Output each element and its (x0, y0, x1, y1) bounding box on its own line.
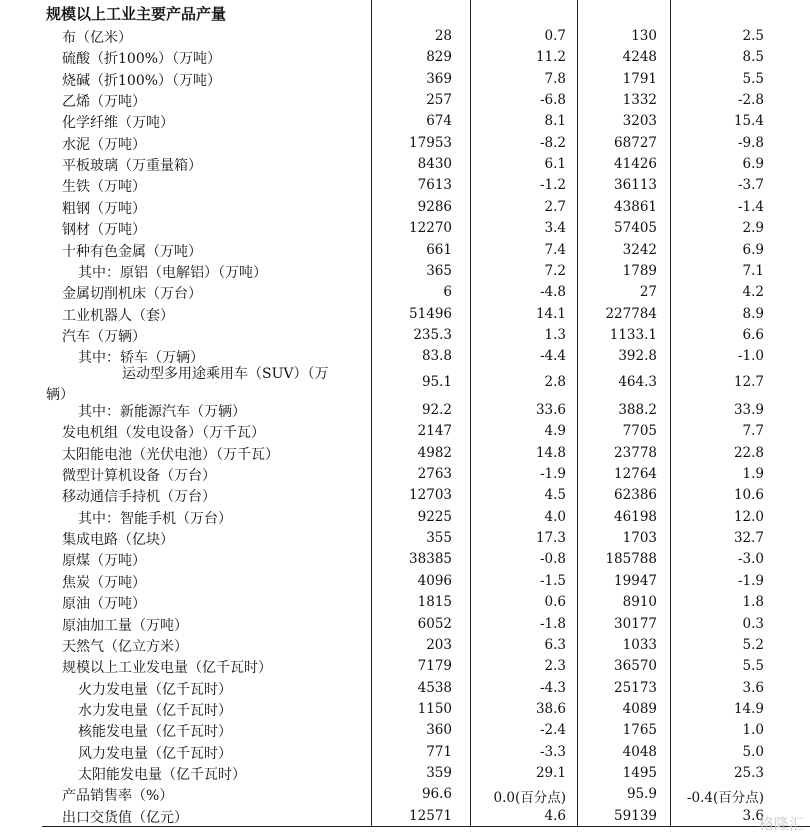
table-row (0, 174, 810, 195)
table-row (0, 548, 810, 569)
cell-month-growth: 33.6 (535, 402, 566, 418)
row-label: 风力发电量（亿千瓦时） (78, 745, 232, 762)
table-row (0, 196, 810, 217)
table-row (0, 399, 810, 420)
cell-current-month: 235.3 (413, 326, 452, 343)
cell-cumulative: 130 (631, 28, 657, 44)
cell-cumulative-growth: 12.0 (733, 508, 764, 525)
cell-month-growth: -1.5 (539, 572, 566, 589)
table-row (0, 527, 810, 548)
table-row (0, 442, 810, 463)
cell-current-month: 359 (426, 764, 452, 781)
cell-current-month: 51496 (409, 305, 452, 322)
cell-cumulative-growth: 1.9 (742, 466, 764, 483)
cell-current-month: 12703 (409, 487, 452, 504)
cell-cumulative: 59139 (614, 807, 657, 824)
cell-current-month: 1815 (417, 594, 452, 611)
cell-month-growth: 0.7 (544, 28, 566, 44)
cell-cumulative-growth: 3.6 (742, 807, 764, 824)
cell-cumulative-growth: -3.0 (737, 551, 764, 568)
cell-cumulative: 1789 (622, 262, 657, 279)
cell-month-growth: 14.8 (535, 444, 566, 461)
cell-cumulative-growth: -2.8 (737, 92, 764, 109)
cell-cumulative-growth: 2.9 (742, 220, 764, 237)
cell-month-growth: -8.2 (539, 134, 566, 151)
row-label: 粗钢（万吨） (62, 200, 146, 217)
cell-current-month: 4982 (417, 444, 452, 461)
cell-month-growth: 14.1 (535, 305, 566, 322)
cell-current-month: 2763 (417, 466, 452, 483)
cell-month-growth: 6.3 (544, 636, 566, 653)
cell-month-growth: -1.2 (539, 177, 566, 194)
cell-cumulative-growth: 32.7 (733, 530, 764, 547)
cell-cumulative: 57405 (614, 220, 657, 237)
cell-cumulative: 1791 (622, 70, 657, 87)
table-row (0, 484, 810, 505)
cell-cumulative: 43861 (614, 198, 657, 215)
cell-month-growth: 4.5 (544, 487, 566, 504)
cell-cumulative: 30177 (614, 615, 657, 632)
cell-cumulative-growth: 6.9 (742, 156, 764, 173)
table-row (0, 217, 810, 238)
cell-month-growth: 38.6 (535, 700, 566, 717)
row-label: 乙烯（万吨） (62, 94, 146, 111)
table-row (0, 153, 810, 174)
row-label: 硫酸（折100%）（万吨） (62, 51, 222, 68)
cell-cumulative-growth: 5.5 (742, 658, 764, 675)
cell-current-month: 96.6 (421, 786, 452, 803)
cell-month-growth: -6.8 (539, 92, 566, 109)
cell-cumulative: 4089 (622, 700, 657, 717)
cell-cumulative-growth: 25.3 (733, 764, 764, 781)
cell-month-growth: -3.3 (539, 743, 566, 760)
cell-month-growth: 6.1 (544, 156, 566, 173)
cell-cumulative: 1332 (622, 92, 657, 109)
cell-month-growth: 2.7 (544, 198, 566, 215)
cell-current-month: 7179 (417, 658, 452, 675)
cell-cumulative-growth: 8.9 (742, 305, 764, 322)
table-row (0, 110, 810, 131)
cell-current-month: 674 (426, 113, 452, 130)
cell-month-growth: -4.4 (539, 348, 566, 365)
table-row (0, 89, 810, 110)
cell-cumulative: 95.9 (626, 786, 657, 803)
row-label: 发电机组（发电设备）（万千瓦） (62, 425, 265, 442)
row-label: 核能发电量（亿千瓦时） (78, 724, 232, 741)
cell-current-month: 17953 (409, 134, 452, 151)
cell-month-growth: 7.8 (544, 70, 566, 87)
cell-cumulative: 1495 (622, 764, 657, 781)
cell-cumulative: 1133.1 (609, 326, 657, 343)
row-label: 其中：原铝（电解铝）（万吨） (78, 264, 267, 281)
table-row (0, 634, 810, 655)
row-label: 其中：智能手机（万台） (78, 510, 232, 527)
cell-current-month: 9286 (417, 198, 452, 215)
cell-cumulative-growth: 6.9 (742, 241, 764, 258)
cell-month-growth: 17.3 (535, 530, 566, 547)
row-label: 水泥（万吨） (62, 136, 146, 153)
cell-cumulative: 464.3 (618, 374, 657, 390)
cell-cumulative: 4048 (622, 743, 657, 760)
cell-current-month: 7613 (417, 177, 452, 194)
row-label: 规模以上工业发电量（亿千瓦时） (62, 660, 272, 677)
watermark-logo: 格隆汇 (758, 815, 804, 833)
cell-cumulative-growth: 33.9 (733, 402, 764, 418)
cell-cumulative-growth: 5.0 (742, 743, 764, 760)
cell-month-growth: -1.8 (539, 615, 566, 632)
table-row (0, 324, 810, 345)
cell-cumulative: 4248 (622, 49, 657, 66)
table-row (0, 68, 810, 89)
cell-cumulative-growth: 5.2 (742, 636, 764, 653)
cell-cumulative: 36113 (614, 177, 657, 194)
cell-cumulative: 62386 (614, 487, 657, 504)
cell-cumulative-growth: 8.5 (742, 49, 764, 66)
cell-current-month: 4538 (417, 679, 452, 696)
table-row (0, 303, 810, 324)
cell-current-month: 829 (426, 49, 452, 66)
cell-cumulative: 19947 (614, 572, 657, 589)
row-label: 生铁（万吨） (62, 179, 146, 196)
cell-current-month: 257 (426, 92, 452, 109)
cell-month-growth: -4.8 (539, 284, 566, 301)
cell-cumulative-growth: 3.6 (742, 679, 764, 696)
cell-cumulative-growth: 0.3 (742, 615, 764, 632)
cell-current-month: 355 (426, 530, 452, 547)
row-label: 出口交货值（亿元） (62, 809, 188, 826)
cell-cumulative: 25173 (614, 679, 657, 696)
cell-current-month: 6052 (417, 615, 452, 632)
cell-current-month: 369 (426, 70, 452, 87)
row-label: 金属切削机床（万台） (62, 286, 202, 303)
table-row (0, 719, 810, 740)
cell-cumulative: 41426 (614, 156, 657, 173)
row-label: 火力发电量（亿千瓦时） (78, 681, 232, 698)
cell-cumulative-growth: 4.2 (742, 284, 764, 301)
row-label-continued: 辆） (46, 387, 74, 403)
cell-current-month: 92.2 (421, 402, 452, 418)
row-label: 平板玻璃（万重量箱） (62, 158, 202, 175)
cell-cumulative: 392.8 (618, 348, 657, 365)
cell-cumulative-growth: 2.5 (742, 28, 764, 44)
cell-month-growth: 2.3 (544, 658, 566, 675)
row-label: 其中：轿车（万辆） (78, 350, 204, 367)
table-row (0, 506, 810, 527)
cell-cumulative-growth: 14.9 (733, 700, 764, 717)
cell-cumulative: 1765 (622, 722, 657, 739)
row-label: 汽车（万辆） (62, 328, 146, 345)
row-label: 微型计算机设备（万台） (62, 468, 216, 485)
row-label: 产品销售率（%） (62, 788, 174, 805)
cell-cumulative: 23778 (614, 444, 657, 461)
cell-cumulative: 12764 (614, 466, 657, 483)
cell-month-growth: 29.1 (535, 764, 566, 781)
cell-cumulative: 3242 (622, 241, 657, 258)
cell-current-month: 28 (434, 28, 452, 44)
cell-month-growth: 2.8 (544, 374, 566, 390)
cell-cumulative-growth: -1.0 (737, 348, 764, 365)
cell-cumulative: 1703 (622, 530, 657, 547)
cell-current-month: 661 (426, 241, 452, 258)
cell-month-growth: 4.9 (544, 423, 566, 440)
cell-current-month: 9225 (417, 508, 452, 525)
table-row (0, 677, 810, 698)
table-row (0, 741, 810, 762)
cell-cumulative: 27 (639, 284, 657, 301)
row-label: 其中：新能源汽车（万辆） (78, 404, 246, 420)
cell-cumulative-growth: 7.7 (742, 423, 764, 440)
table-row (0, 783, 810, 807)
row-label: 烧碱（折100%）（万吨） (62, 72, 222, 89)
table-row (0, 132, 810, 153)
cell-month-growth: 8.1 (544, 113, 566, 130)
cell-cumulative: 36570 (614, 658, 657, 675)
cell-cumulative-growth: 6.6 (742, 326, 764, 343)
cell-current-month: 4096 (417, 572, 452, 589)
row-label: 化学纤维（万吨） (62, 115, 174, 132)
table-row (0, 260, 810, 281)
row-label: 钢材（万吨） (62, 222, 146, 239)
cell-cumulative: 46198 (614, 508, 657, 525)
cell-month-growth: -0.8 (539, 551, 566, 568)
row-label: 天然气（亿立方米） (62, 638, 188, 655)
cell-current-month: 203 (426, 636, 452, 653)
cell-month-growth: 7.4 (544, 241, 566, 258)
table-row (0, 239, 810, 260)
cell-cumulative: 8910 (622, 594, 657, 611)
cell-cumulative-growth: -9.8 (737, 134, 764, 151)
cell-cumulative-growth: 7.1 (742, 262, 764, 279)
row-label: 集成电路（亿块） (62, 532, 174, 549)
cell-month-growth: 1.3 (544, 326, 566, 343)
cell-cumulative-growth: 1.8 (742, 594, 764, 611)
cell-cumulative-growth: 12.7 (733, 374, 764, 390)
cell-cumulative-growth: 15.4 (733, 113, 764, 130)
cell-current-month: 83.8 (421, 348, 452, 365)
cell-current-month: 360 (426, 722, 452, 739)
row-label: 工业机器人（套） (62, 307, 174, 324)
cell-cumulative-growth: -1.9 (737, 572, 764, 589)
cell-month-growth: -4.3 (539, 679, 566, 696)
cell-cumulative: 7705 (622, 423, 657, 440)
cell-current-month: 2147 (417, 423, 452, 440)
cell-current-month: 38385 (409, 551, 452, 568)
cell-cumulative: 388.2 (618, 402, 657, 418)
cell-cumulative-growth: 5.5 (742, 70, 764, 87)
table-row (0, 655, 810, 676)
row-label: 太阳能发电量（亿千瓦时） (78, 766, 246, 783)
table-row (0, 25, 810, 46)
table-row (0, 420, 810, 441)
table-row (0, 698, 810, 719)
table-row (0, 570, 810, 591)
table-row (0, 463, 810, 484)
cell-month-growth: -2.4 (539, 722, 566, 739)
cell-cumulative-growth: 22.8 (733, 444, 764, 461)
cell-cumulative: 3203 (622, 113, 657, 130)
cell-current-month: 771 (426, 743, 452, 760)
row-label: 布（亿米） (62, 30, 132, 46)
row-label: 太阳能电池（光伏电池）（万千瓦） (62, 446, 279, 463)
table-row (0, 46, 810, 67)
cell-current-month: 1150 (417, 700, 452, 717)
cell-current-month: 12571 (409, 807, 452, 824)
row-label: 原油加工量（万吨） (62, 617, 188, 634)
cell-cumulative: 227784 (605, 305, 657, 322)
cell-current-month: 95.1 (421, 374, 452, 390)
row-label: 原煤（万吨） (62, 553, 146, 570)
cell-cumulative-growth: -1.4 (737, 198, 764, 215)
cell-month-growth: 7.2 (544, 262, 566, 279)
cell-current-month: 8430 (417, 156, 452, 173)
cell-current-month: 12270 (409, 220, 452, 237)
cell-month-growth: 4.6 (544, 807, 566, 824)
cell-month-growth: 3.4 (544, 220, 566, 237)
cell-month-growth: 11.2 (535, 49, 566, 66)
cell-cumulative: 185788 (605, 551, 657, 568)
cell-current-month: 365 (426, 262, 452, 279)
table-row (0, 805, 810, 826)
cell-month-growth: 0.0(百分点) (493, 790, 566, 807)
cell-current-month: 6 (443, 284, 452, 301)
table-row (0, 613, 810, 634)
table-row (0, 591, 810, 612)
table-title: 规模以上工业主要产品产量 (46, 5, 227, 23)
row-label: 原油（万吨） (62, 596, 146, 613)
cell-cumulative-growth: -3.7 (737, 177, 764, 194)
cell-cumulative-growth: 10.6 (733, 487, 764, 504)
cell-month-growth: 0.6 (544, 594, 566, 611)
cell-cumulative-growth: -0.4(百分点) (686, 790, 764, 807)
row-label: 十种有色金属（万吨） (62, 243, 202, 260)
row-label: 运动型多用途乘用车（SUV）（万 (122, 366, 329, 382)
cell-month-growth: 4.0 (544, 508, 566, 525)
cell-cumulative: 1033 (622, 636, 657, 653)
row-label: 焦炭（万吨） (62, 574, 146, 591)
table-row (0, 281, 810, 302)
row-label: 移动通信手持机（万台） (62, 489, 216, 506)
cell-cumulative-growth: 1.0 (742, 722, 764, 739)
cell-cumulative: 68727 (614, 134, 657, 151)
row-label: 水力发电量（亿千瓦时） (78, 702, 232, 719)
table-row (0, 762, 810, 783)
cell-month-growth: -1.9 (539, 466, 566, 483)
